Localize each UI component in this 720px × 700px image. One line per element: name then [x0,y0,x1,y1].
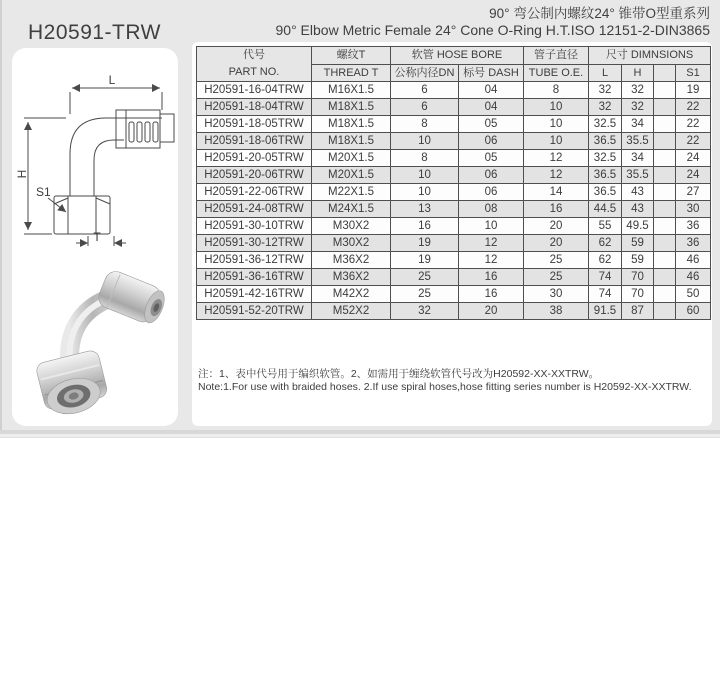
elbow-dimension-drawing [12,48,178,253]
dim-label-t: T [93,230,101,244]
table-row [197,184,711,201]
spec-table [196,46,711,320]
table-cell: 36 [676,235,711,252]
table-row [197,133,711,150]
table-cell: 24 [676,167,711,184]
col-header-tube-en: TUBE O.E. [524,64,589,82]
table-cell: 10 [524,99,589,116]
note-en: Note:1.For use with braided hoses. 2.If use spiral hoses,hose fitting series number is H20592-XX-XXTRW. [198,381,692,393]
table-cell: 12 [459,235,524,252]
table-cell: 6 [391,82,459,99]
table-cell: 36.5 [589,184,622,201]
table-cell: M18X1.5 [312,116,391,133]
table-cell: 22 [676,116,711,133]
table-cell [654,252,676,269]
col-header-thread-zh: 螺纹T [312,47,391,65]
col-header-hose-bore: 软管 HOSE BORE [391,47,524,65]
product-code-title: H20591-TRW [28,21,161,44]
col-header-part-no-zh: 代号 [243,49,265,61]
table-cell: 50 [676,286,711,303]
table-cell: 36 [676,218,711,235]
series-titles [276,5,711,39]
table-cell: 6 [391,99,459,116]
table-cell: H20591-36-16TRW [197,269,312,286]
table-cell [654,82,676,99]
table-row [197,218,711,235]
table-cell: 12 [524,150,589,167]
table-cell [654,286,676,303]
table-cell: H20591-22-06TRW [197,184,312,201]
table-cell: 25 [524,252,589,269]
table-cell: 30 [676,201,711,218]
col-header-part-no-en: PART NO. [228,66,280,78]
table-cell [654,269,676,286]
table-cell: 32 [589,99,622,116]
illustration-panel [12,48,178,426]
table-header-row-1 [197,47,711,65]
table-cell [654,167,676,184]
table-cell: 34 [622,116,654,133]
table-cell: H20591-30-12TRW [197,235,312,252]
table-cell: 14 [524,184,589,201]
col-header-l: L [589,64,622,82]
table-cell [654,99,676,116]
table-cell: H20591-42-16TRW [197,286,312,303]
col-header-tube-zh: 管子直径 [524,47,589,65]
table-cell: 8 [391,116,459,133]
table-cell: 10 [524,133,589,150]
table-cell: 12 [524,167,589,184]
table-row [197,167,711,184]
table-cell: 46 [676,252,711,269]
series-title-zh: 90° 弯公制内螺纹24° 锥带O型重系列 [489,6,710,21]
table-cell: 74 [589,286,622,303]
table-cell: 22 [676,133,711,150]
table-cell: H20591-16-04TRW [197,82,312,99]
table-cell: 10 [524,116,589,133]
table-cell [654,218,676,235]
table-row [197,303,711,320]
col-header-s1: S1 [676,64,711,82]
table-cell [654,201,676,218]
table-cell: 06 [459,184,524,201]
section-divider-light [0,434,720,438]
table-cell: 43 [622,184,654,201]
table-cell: 32 [622,99,654,116]
table-cell: 25 [391,269,459,286]
table-cell: 87 [622,303,654,320]
table-cell [654,184,676,201]
table-cell: 20 [524,235,589,252]
dim-label-h: H [15,169,29,179]
table-cell: H20591-30-10TRW [197,218,312,235]
table-cell: 20 [459,303,524,320]
table-cell: 24 [676,150,711,167]
table-cell: 60 [676,303,711,320]
table-cell: 35.5 [622,133,654,150]
table-cell: 19 [391,235,459,252]
col-header-dimensions: 尺寸 DIMNSIONS [589,47,711,65]
table-cell: M18X1.5 [312,99,391,116]
table-cell: M20X1.5 [312,167,391,184]
table-row [197,99,711,116]
table-cell: M20X1.5 [312,150,391,167]
table-cell: M24X1.5 [312,201,391,218]
table-cell: 32.5 [589,116,622,133]
table-cell: 04 [459,99,524,116]
table-cell: M30X2 [312,218,391,235]
table-cell: 25 [524,269,589,286]
table-cell: 04 [459,82,524,99]
table-cell: 27 [676,184,711,201]
table-cell: 43 [622,201,654,218]
table-cell: H20591-52-20TRW [197,303,312,320]
table-cell: 10 [391,133,459,150]
table-cell: 32 [622,82,654,99]
table-row [197,201,711,218]
table-cell: 30 [524,286,589,303]
table-cell: 35.5 [622,167,654,184]
table-cell: H20591-18-06TRW [197,133,312,150]
table-cell: M22X1.5 [312,184,391,201]
table-row [197,252,711,269]
col-header-h: H [622,64,654,82]
table-cell: 08 [459,201,524,218]
table-cell: 44.5 [589,201,622,218]
table-cell: H20591-20-05TRW [197,150,312,167]
table-cell: 10 [391,167,459,184]
table-cell: M30X2 [312,235,391,252]
table-cell: 70 [622,269,654,286]
table-cell: 74 [589,269,622,286]
table-cell: 46 [676,269,711,286]
col-header-blank [654,64,676,82]
table-cell: 13 [391,201,459,218]
table-cell: 16 [459,286,524,303]
table-row [197,82,711,99]
table-cell: 32 [391,303,459,320]
table-cell: 32 [589,82,622,99]
table-cell [654,133,676,150]
table-cell: 49.5 [622,218,654,235]
table-cell: M52X2 [312,303,391,320]
table-row [197,286,711,303]
table-cell: 36.5 [589,167,622,184]
table-cell [654,150,676,167]
dim-label-s1: S1 [36,185,51,199]
table-cell: 06 [459,167,524,184]
table-cell: 16 [459,269,524,286]
table-cell: 22 [676,99,711,116]
elbow-fitting-photo [12,256,178,426]
table-cell: 34 [622,150,654,167]
table-cell: 10 [391,184,459,201]
table-cell: 19 [676,82,711,99]
table-cell: H20591-18-05TRW [197,116,312,133]
table-cell: 12 [459,252,524,269]
table-cell: 38 [524,303,589,320]
table-cell: M36X2 [312,252,391,269]
footnotes [198,368,703,394]
table-row [197,150,711,167]
table-row [197,116,711,133]
dim-label-l: L [108,73,116,87]
table-cell: 05 [459,116,524,133]
table-cell: M36X2 [312,269,391,286]
table-cell: 06 [459,133,524,150]
product-photo [12,256,178,426]
table-row [197,235,711,252]
series-title-en: 90° Elbow Metric Female 24° Cone O-Ring H.T.ISO 12151-2-DIN3865 [275,22,710,38]
table-cell: 59 [622,235,654,252]
table-cell: M16X1.5 [312,82,391,99]
table-cell [654,303,676,320]
table-cell: 62 [589,252,622,269]
table-body [197,82,711,320]
table-cell: H20591-36-12TRW [197,252,312,269]
col-header-part-no [197,47,312,82]
table-cell: 62 [589,235,622,252]
table-cell: M18X1.5 [312,133,391,150]
table-cell [654,116,676,133]
table-cell: 8 [391,150,459,167]
table-cell: 70 [622,286,654,303]
table-cell [654,235,676,252]
table-cell: 25 [391,286,459,303]
table-cell: 20 [524,218,589,235]
table-cell: H20591-24-08TRW [197,201,312,218]
note-zh: 注：1、表中代号用于编织软管。2、如需用于缠绕软管代号改为H20592-XX-XXTRW。 [198,368,600,380]
table-cell: 05 [459,150,524,167]
table-cell: 16 [524,201,589,218]
table-cell: M42X2 [312,286,391,303]
technical-drawing [12,48,178,253]
table-cell: H20591-20-06TRW [197,167,312,184]
table-cell: 32.5 [589,150,622,167]
col-header-dn: 公称内径DN [391,64,459,82]
table-cell: 55 [589,218,622,235]
table-cell: 10 [459,218,524,235]
col-header-dash: 标号 DASH [459,64,524,82]
spec-panel [192,42,712,426]
table-cell: 16 [391,218,459,235]
table-cell: 19 [391,252,459,269]
table-cell: 8 [524,82,589,99]
table-cell: H20591-18-04TRW [197,99,312,116]
table-row [197,269,711,286]
table-cell: 36.5 [589,133,622,150]
table-cell: 59 [622,252,654,269]
table-cell: 91.5 [589,303,622,320]
col-header-thread-en: THREAD T [312,64,391,82]
